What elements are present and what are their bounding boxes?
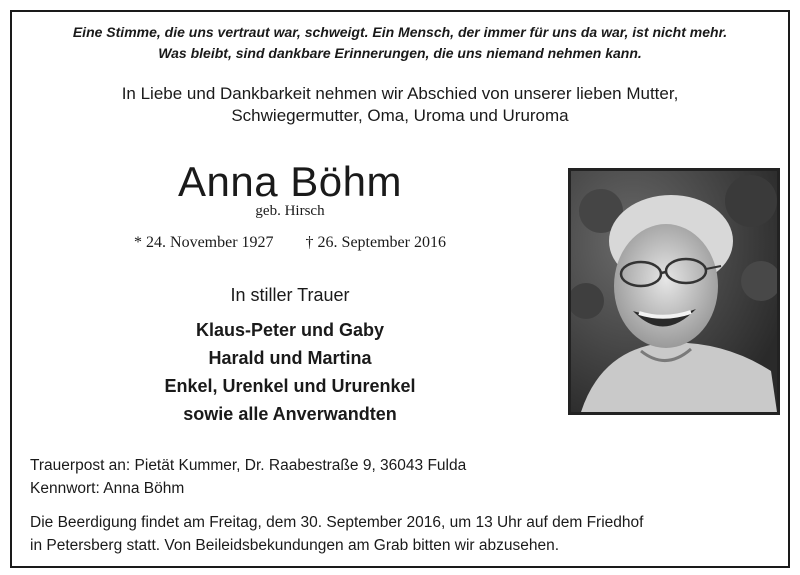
deceased-name: Anna Böhm [178, 158, 402, 205]
portrait-photo [568, 168, 780, 415]
birth-date: * 24. November 1927 [134, 234, 274, 251]
address-line-2: Kennwort: Anna Böhm [30, 480, 185, 497]
mourner-line: Klaus-Peter und Gaby [195, 320, 385, 340]
life-dates [80, 234, 500, 252]
intro-line-1: Eine Stimme, die uns vertraut war, schweigt. Ein Mensch, der immer für uns da war, ist nicht mehr. [72, 24, 728, 40]
birth-name: geb. Hirsch [255, 203, 325, 219]
mourning-heading: In stiller Trauer [230, 285, 350, 305]
death-date: † 26. September 2016 [305, 234, 446, 251]
intro-line-2: Was bleibt, sind dankbare Erinnerungen, die uns niemand nehmen kann. [158, 45, 642, 61]
intro-quote [20, 22, 780, 64]
farewell-text [20, 83, 780, 127]
funeral-line-2: in Petersberg statt. Von Beileidsbekundungen am Grab bitten wir abzusehen. [30, 537, 560, 554]
mourner-line: sowie alle Anverwandten [183, 404, 397, 424]
farewell-line-2: Schwiegermutter, Oma, Uroma und Ururoma [231, 106, 569, 125]
farewell-line-1: In Liebe und Dankbarkeit nehmen wir Abschied von unserer lieben Mutter, [121, 84, 679, 103]
portrait-image [571, 171, 777, 412]
mourners-list [80, 316, 500, 428]
address-line-1: Trauerpost an: Pietät Kummer, Dr. Raabestraße 9, 36043 Fulda [30, 457, 467, 474]
funeral-line-1: Die Beerdigung findet am Freitag, dem 30. September 2016, um 13 Uhr auf dem Friedhof [30, 514, 644, 531]
mourner-line: Enkel, Urenkel und Ururenkel [164, 376, 416, 396]
mourner-line: Harald und Martina [208, 348, 372, 368]
funeral-details [30, 511, 770, 557]
mourning-post-address [30, 454, 770, 500]
